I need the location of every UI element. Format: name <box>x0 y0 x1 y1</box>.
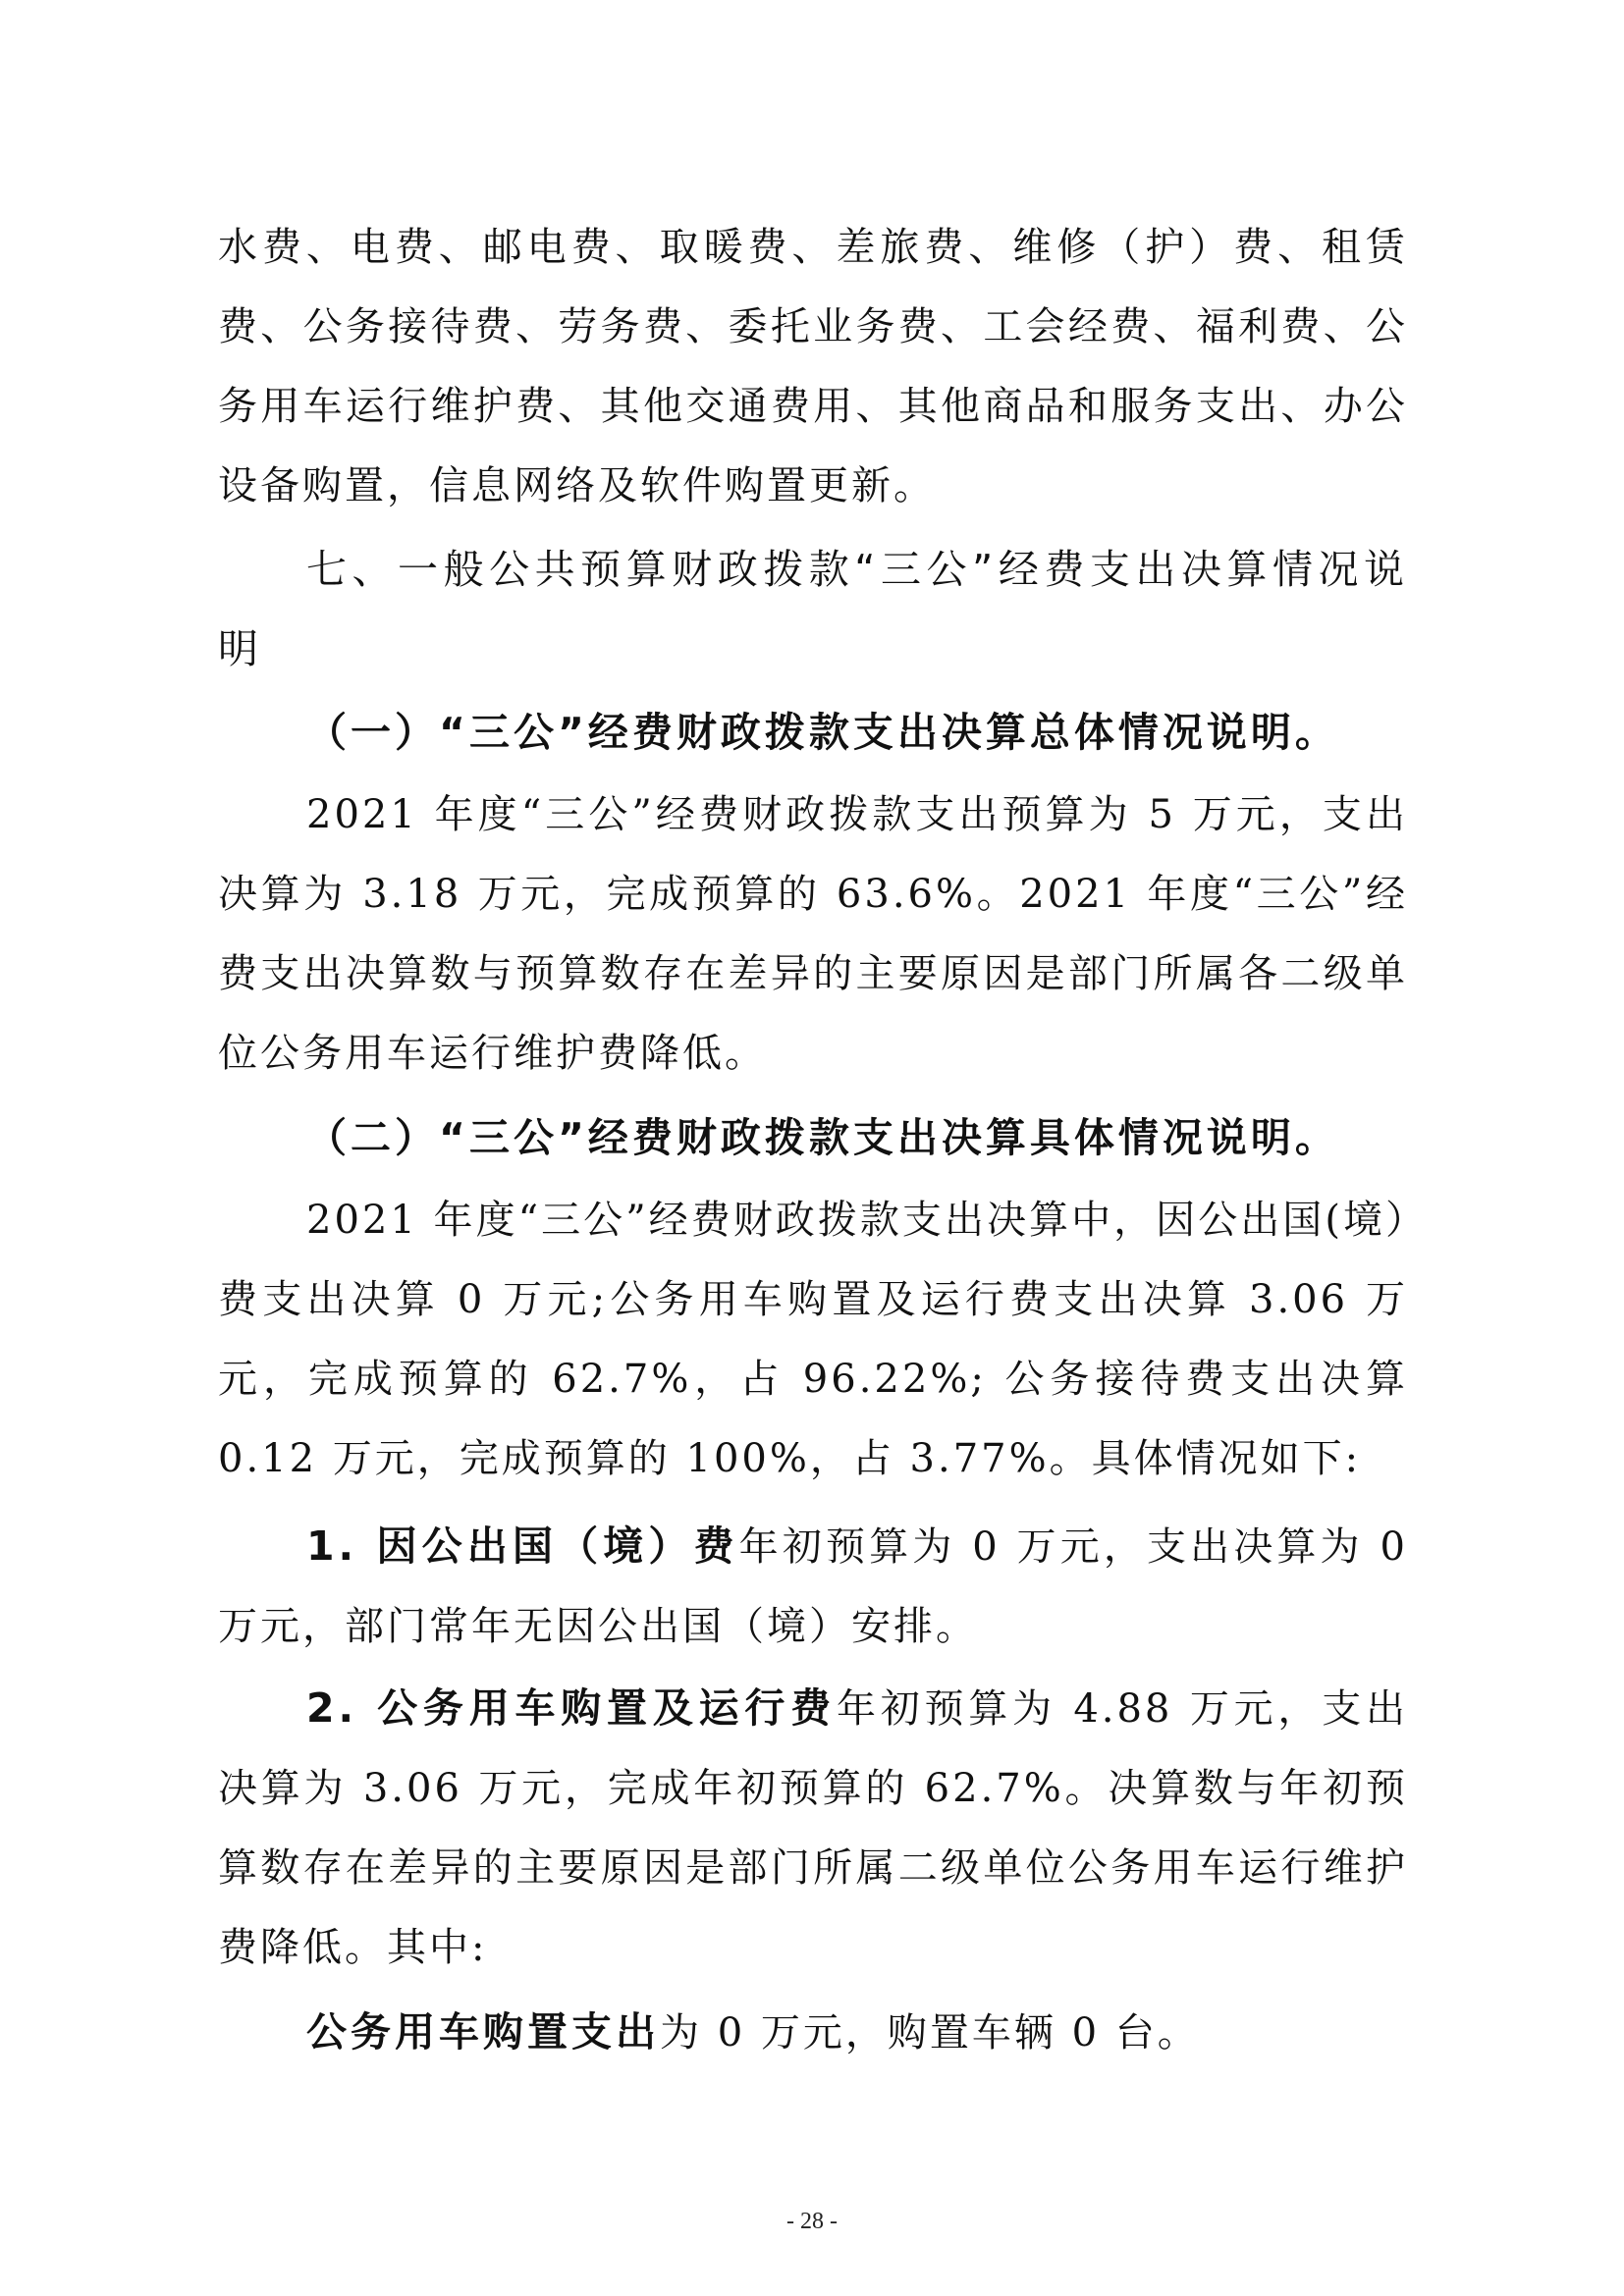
heading-text: 七、一般公共预算财政拨款“三公”经费支出决算情况说明 <box>218 546 1408 672</box>
heading-text: （一）“三公”经费财政拨款支出决算总体情况说明。 <box>306 709 1339 756</box>
paragraph-text: 年初预算为 4.88 万元，支出决算为 3.06 万元，完成年初预算的 62.7%。决算数与年初预算数存在差异的主要原因是部门所属二级单位公务用车运行维护费降低。其中: <box>218 1686 1408 1970</box>
paragraph-text: 2021 年度“三公”经费财政拨款支出预算为 5 万元，支出决算为 3.18 万元，完成预算的 63.6%。2021 年度“三公”经费支出决算数与预算数存在差异的主要原因是部门所属各二级单位公务用车运行维护费降低。 <box>218 792 1408 1076</box>
subsection-heading-1 <box>218 693 1408 773</box>
vehicle-purchase-paragraph <box>218 1993 1408 2073</box>
overall-summary-paragraph <box>218 775 1408 1094</box>
expense-list-paragraph <box>218 208 1408 526</box>
overseas-travel-paragraph <box>218 1507 1408 1667</box>
heading-text: （二）“三公”经费财政拨款支出决算具体情况说明。 <box>306 1114 1339 1161</box>
paragraph-text: 2021 年度“三公”经费财政拨款支出决算中，因公出国(境）费支出决算 0 万元;公务用车购置及运行费支出决算 3.06 万元，完成预算的 62.7%，占 96.22%; 公务接待费支出决算 0.12 万元，完成预算的 100%，占 3.77%。具体情况如下: <box>218 1198 1408 1481</box>
paragraph-text: 水费、电费、邮电费、取暖费、差旅费、维修（护）费、租赁费、公务接待费、劳务费、委托业务费、工会经费、福利费、公务用车运行维护费、其他交通费用、其他商品和服务支出、办公设备购置，信息网络及软件购置更新。 <box>218 225 1408 508</box>
detail-summary-paragraph <box>218 1181 1408 1499</box>
official-vehicle-paragraph <box>218 1669 1408 1988</box>
section-heading-7 <box>218 530 1408 689</box>
paragraph-text: 年初预算为 0 万元，支出决算为 0 万元，部门常年无因公出国（境）安排。 <box>218 1524 1408 1649</box>
page-number: - 28 - <box>786 2209 838 2234</box>
item-label: 公务用车购置支出 <box>306 2008 660 2056</box>
item-label: 1. 因公出国（境）费 <box>306 1522 739 1570</box>
item-label: 2. 公务用车购置及运行费 <box>306 1684 837 1732</box>
paragraph-text: 为 0 万元，购置车辆 0 台。 <box>660 2010 1200 2056</box>
subsection-heading-2 <box>218 1098 1408 1178</box>
